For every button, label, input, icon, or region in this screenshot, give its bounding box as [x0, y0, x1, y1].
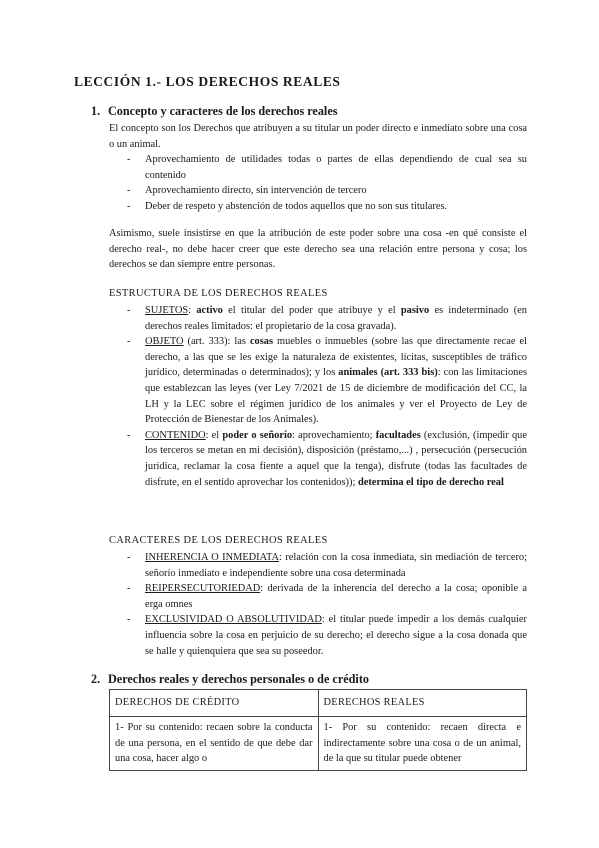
- characteristics-heading: CARACTERES DE LOS DERECHOS REALES: [109, 535, 328, 546]
- list-item: - EXCLUSIVIDAD O ABSOLUTIVIDAD: el titular puede impedir a los demás cualquier influencia sobre la cosa en perjuicio de su derecho; el derecho sigue a la cosa donada que se halle y quienquiera que sea su poseedor.: [127, 614, 527, 657]
- concept-bullet-list: [127, 152, 527, 214]
- table-cell: 1- Por su contenido: recaen sobre la conducta de una persona, en el sentido de que debe dar una cosa, hacer algo o: [110, 717, 319, 771]
- characteristics-list: [127, 550, 527, 659]
- section-2-title: Derechos reales y derechos personales o de crédito: [108, 672, 369, 686]
- relation-paragraph: Asimismo, suele insistirse en que la atribución de este poder sobre una cosa -en qué consiste el derecho real-, no debe hacer creer que este derecho sea una relación entre persona y cosa; los derechos se dan siempre entre personas.: [109, 228, 527, 271]
- section-1-number: 1.: [91, 104, 101, 118]
- table-header-credit: DERECHOS DE CRÉDITO: [110, 690, 319, 717]
- section-2-number: 2.: [91, 672, 101, 686]
- list-item: - Deber de respeto y abstención de todos aquellos que no son sus titulares.: [127, 200, 448, 212]
- lesson-title: LECCIÓN 1.- LOS DERECHOS REALES: [74, 74, 341, 89]
- list-item: - Aprovechamiento de utilidades todas o partes de ellas dependiendo de cual sea su contenido: [127, 154, 527, 181]
- structure-heading: ESTRUCTURA DE LOS DERECHOS REALES: [109, 288, 328, 299]
- section-1-heading: [91, 104, 337, 119]
- table-row: [110, 717, 527, 771]
- table-cell: 1- Por su contenido: recaen directa e indirectamente sobre una cosa o de un animal, de la que su titular puede obtener: [318, 717, 527, 771]
- concept-paragraph: El concepto son los Derechos que atribuyen a su titular un poder directo e inmediato sobre una cosa o un animal.: [109, 123, 527, 150]
- list-item: - Aprovechamiento directo, sin intervención de tercero: [127, 185, 367, 197]
- list-item-sujetos: - SUJETOS: activo el titular del poder que atribuye y el pasivo es indeterminado (en derechos reales limitados: el propietario de la cosa gravada).: [127, 305, 527, 332]
- section-1-title: Concepto y caracteres de los derechos reales: [108, 104, 338, 118]
- list-item-objeto: - OBJETO (art. 333): las cosas muebles o inmuebles (sobre las que directamente recae el derecho, a las que se les exige la naturaleza de existentes, lícitas, susceptibles de tráfico jurídico, determinadas o determinados); y los animales (art. 333 bis): con las limitaciones que establezcan las leyes (ver Ley 7/2021 de 15 de diciembre de modificación del CC, la LH y la LEC sobre el régimen jurídico de los animales y ver el Proyecto de Ley de Protección de Bienestar de los Animales).: [127, 336, 527, 426]
- table-header-real: DERECHOS REALES: [318, 690, 527, 717]
- table-header-row: [110, 690, 527, 717]
- list-item-contenido: - CONTENIDO: el poder o señorío: aprovechamiento; facultades (exclusión, (impedir que los terceros se metan en mi decisión), disposición (préstamo,...) , persecución (persecución jurídica, reclamar la cosa fiente a aquel que la tenga), disfrute (todas las facultades de disfrute, en el sentido aprovechar los contenidos)); determina el tipo de derecho real: [127, 429, 527, 488]
- section-2-heading: [91, 672, 369, 687]
- structure-list: [127, 303, 527, 490]
- comparison-table: [109, 689, 527, 771]
- list-item: - REIPERSECUTORIEDAD: derivada de la inherencia del derecho a la cosa; oponible a erga omnes: [127, 583, 527, 610]
- list-item: - INHERENCIA O INMEDIATA: relación con la cosa inmediata, sin mediación de tercero; señorío inmediato e independiente sobre una cosa determinada: [127, 552, 527, 579]
